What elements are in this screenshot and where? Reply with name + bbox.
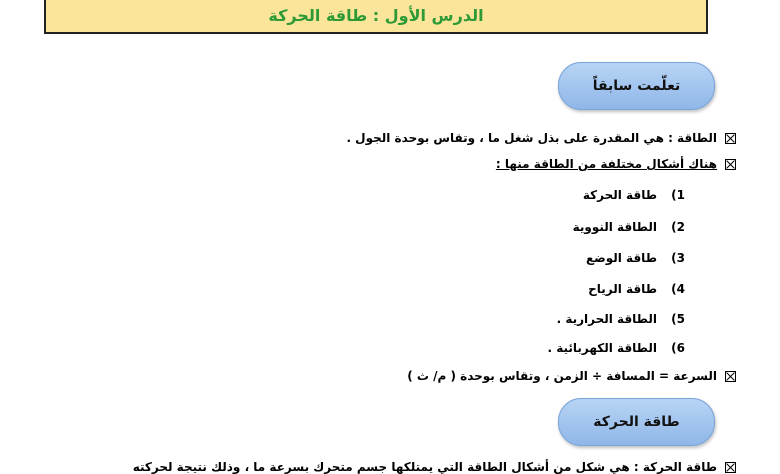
bullet-kinetic-definition [133,460,736,474]
list-item-text: طاقة الحركة [582,188,657,202]
list-item-number: 4) [671,282,685,296]
list-item [586,251,685,265]
checkbox-icon [725,159,736,170]
checkbox-icon [725,371,736,382]
section-label-kinetic-energy: طاقة الحركة [558,398,715,446]
list-item [583,188,685,202]
list-item-number: 2) [671,220,685,234]
lesson-title: الدرس الأول : طاقة الحركة [268,6,484,25]
list-item-text: الطاقة النووية [572,220,657,234]
checkbox-icon [725,462,736,473]
list-item-number: 5) [671,312,685,326]
list-item [557,312,685,326]
bullet-text: السرعة = المسافة ÷ الزمن ، وتقاس بوحدة ( م/ ث ) [407,369,717,383]
bullet-text: هناك أشكال مختلفة من الطاقة منها : [495,157,717,171]
list-item-number: 1) [671,188,685,202]
list-item-text: طاقة الرياح [588,282,657,296]
list-item-text: طاقة الوضع [585,251,657,265]
bullet-energy-definition [346,131,736,145]
bullet-speed [407,369,736,383]
lesson-title-box [44,0,708,34]
bullet-text: الطاقة : هي المقدرة على بذل شغل ما ، وتقاس بوحدة الجول . [346,131,717,145]
list-item [547,341,685,355]
bullet-energy-forms [496,157,736,171]
bullet-text: طاقة الحركة : هي شكل من أشكال الطاقة التي يمتلكها جسم متحرك بسرعة ما ، وذلك نتيجة لحركته [132,460,717,474]
list-item [573,220,685,234]
list-item-text: الطاقة الكهربائية . [547,341,657,355]
list-item-number: 6) [671,341,685,355]
list-item [588,282,685,296]
checkbox-icon [725,133,736,144]
section-label-learned-before: تعلّمت سابقاً [558,62,715,110]
list-item-text: الطاقة الحرارية . [556,312,657,326]
list-item-number: 3) [671,251,685,265]
